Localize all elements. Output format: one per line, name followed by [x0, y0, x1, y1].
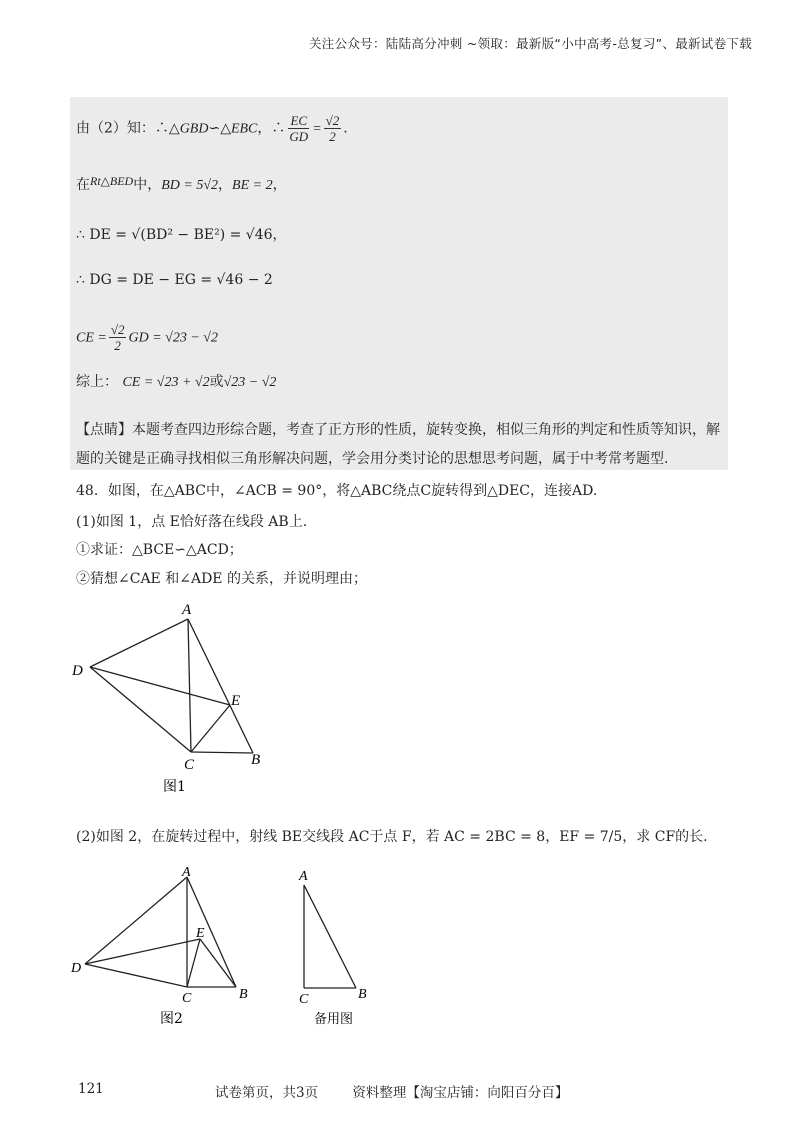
fig2-line-CE [187, 939, 200, 987]
l1-fraction [287, 113, 310, 144]
l1-sim: △GBD∽△EBC [168, 121, 258, 137]
fig2-line-DC [85, 964, 187, 987]
l2-mid: 中， [133, 177, 162, 193]
l1-eq: = [312, 121, 322, 137]
problem-part1b: ②猜想∠CAE 和∠ADE 的关系，并说明理由； [76, 571, 367, 587]
fig1-label-B: B [251, 752, 261, 768]
fig2-label-C: C [182, 991, 192, 1006]
solution-line-5 [76, 322, 218, 353]
fig1-line-AC [188, 619, 191, 752]
l2-sep: ， [218, 177, 233, 193]
solution-line-4: ∴ DG = DE − EG = √46 − 2 [76, 272, 273, 288]
footer-info: 试卷第页，共3页 资料整理【淘宝店铺：向阳百分百】 [215, 1085, 569, 1101]
fig2-line-DA [85, 877, 187, 964]
figure-1 [60, 595, 290, 805]
solution-line-1 [76, 113, 348, 144]
problem-part1a: ①求证：△BCE∽△ACD； [76, 542, 243, 558]
l1-rhs-num: √2 [325, 113, 340, 128]
fig2-line-DE [85, 939, 200, 964]
l1-mid: ，∴ [257, 120, 286, 137]
figure-3 [290, 860, 410, 1035]
l5-lhs: CE = [76, 330, 107, 346]
l5-rhs: GD = √23 − √2 [128, 330, 218, 346]
l1-prefix: 由（2）知：∴ [76, 120, 169, 137]
fig2-label-D: D [71, 961, 82, 976]
problem-intro: 48．如图，在△ABC中，∠ACB = 90°，将△ABC绕点C旋转得到△DEC，连接AD. [76, 483, 598, 499]
fig2-line-AB [187, 877, 236, 987]
problem-part1: (1)如图 1，点 E恰好落在线段 AB上. [76, 514, 308, 530]
l1-rhs-fraction [324, 113, 342, 144]
fig3-label-B: B [358, 987, 367, 1002]
l2-prefix: 在 [76, 177, 90, 193]
fig3-label-A: A [299, 869, 308, 884]
fig3-caption: 备用图 [314, 1012, 354, 1027]
l5-den: 2 [114, 338, 121, 353]
fig1-line-AB [188, 619, 253, 753]
l2-end: ， [272, 177, 287, 193]
fig1-label-E: E [231, 693, 241, 709]
l6-or: 或 [209, 374, 224, 390]
solution-line-2 [76, 174, 287, 194]
problem-part2: (2)如图 2，在旋转过程中，射线 BE交线段 AC于点 F，若 AC = 2BC = 8，EF = 7/5，求 CF的长. [76, 829, 708, 845]
fig1-line-CB [191, 752, 253, 753]
l6-a: CE = √23 + √2 [122, 375, 210, 390]
l5-fraction [109, 322, 127, 353]
figure-2 [60, 860, 270, 1035]
l1-frac-num: EC [290, 113, 308, 128]
fig1-caption: 图1 [163, 779, 186, 795]
l6-b: √23 − √2 [223, 375, 277, 390]
fig1-line-DE [90, 667, 230, 705]
fig3-line-AB [304, 885, 356, 988]
fig1-label-A: A [182, 602, 192, 618]
l2-tri: Rt△BED [90, 174, 134, 188]
l1-frac-den: GD [289, 129, 309, 144]
l1-rhs-den: 2 [329, 129, 336, 144]
fig1-label-D: D [72, 663, 83, 679]
l6-prefix: 综上： [76, 374, 118, 390]
fig1-label-C: C [184, 757, 195, 773]
fig1-line-CE [191, 705, 230, 752]
l5-num: √2 [110, 322, 125, 337]
fig1-line-DA [90, 619, 188, 667]
fig2-caption: 图2 [160, 1011, 183, 1027]
l1-end: . [343, 120, 348, 137]
solution-line-6 [76, 371, 276, 391]
solution-line-3: ∴ DE = √(BD² − BE²) = √46， [76, 227, 287, 243]
fig2-label-B: B [239, 987, 248, 1002]
header-note: 关注公众号：陆陆高分冲刺 ~领取：最新版“小中高考-总复习”、最新试卷下载 [308, 36, 752, 51]
fig1-line-DC [90, 667, 191, 752]
fig2-label-A: A [182, 865, 191, 880]
l2-be: BE = 2 [232, 178, 273, 193]
fig3-label-C: C [299, 992, 309, 1007]
solution-comment: 【点睛】本题考查四边形综合题，考查了正方形的性质，旋转变换，相似三角形的判定和性质等知识，解题的关键是正确寻找相似三角形解决问题，学会用分类讨论的思想思考问题，属于中考常考题型. [76, 422, 720, 467]
l2-bd: BD = 5√2 [161, 178, 219, 193]
fig2-label-E: E [196, 926, 205, 941]
footer-page-number: 121 [78, 1081, 104, 1097]
